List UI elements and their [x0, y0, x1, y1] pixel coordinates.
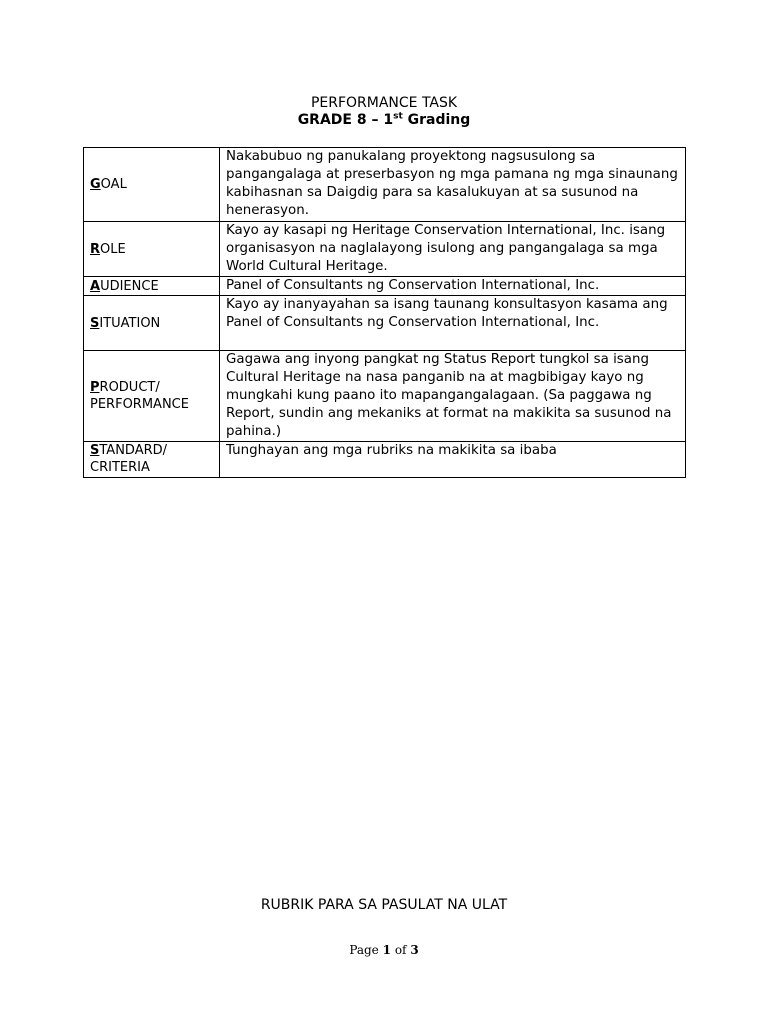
standard-description: Tunghayan ang mga rubriks na makikita sa ibaba — [220, 442, 686, 478]
table-row-audience — [84, 277, 686, 296]
goal-label — [84, 148, 220, 222]
table-row-standard — [84, 442, 686, 478]
role-description: Kayo ay kasapi ng Heritage Conservation International, Inc. isang organisasyon na naglalayong isulong ang pangangalaga sa mga World Cultural Heritage. — [220, 222, 686, 277]
goal-lead-letter: G — [90, 177, 101, 192]
role-label-rest: OLE — [100, 241, 126, 257]
product-description: Gagawa ang inyong pangkat ng Status Report tungkol sa isang Cultural Heritage na nasa panganib na at magbibigay kayo ng mungkahi kung paano ito mapangangalagaan. (Sa paggawa ng Report, sundin ang mekaniks at format na makikita sa susunod na pahina.) — [220, 351, 686, 442]
audience-lead-letter: A — [90, 278, 101, 294]
table-row-goal — [84, 148, 686, 222]
subtitle-suffix: Grading — [402, 112, 471, 128]
situation-lead-letter: S — [90, 315, 100, 331]
footer-of-word: of — [394, 943, 407, 957]
product-label — [84, 351, 220, 442]
footer-total-pages: 3 — [410, 943, 419, 957]
situation-description: Kayo ay inanyayahan sa isang taunang konsultasyon kasama ang Panel of Consultants ng Conservation International, Inc. — [220, 296, 686, 351]
goal-description: Nakabubuo ng panukalang proyektong nagsusulong sa pangangalaga at preserbasyon ng mga pamana ng mga sinaunang kabihasnan sa Daigdig para sa kasalukuyan at sa susunod na henerasyon. — [220, 148, 686, 222]
table-row-situation — [84, 296, 686, 351]
audience-description: Panel of Consultants ng Conservation International, Inc. — [220, 277, 686, 296]
audience-label — [84, 277, 220, 296]
table-row-role — [84, 222, 686, 277]
role-label — [84, 222, 220, 277]
footer-current-page: 1 — [382, 943, 391, 957]
situation-label-rest: ITUATION — [99, 315, 161, 331]
page-footer — [0, 942, 768, 958]
audience-label-rest: UDIENCE — [100, 278, 159, 294]
standard-lead-letter: S — [90, 443, 100, 458]
subtitle-prefix: GRADE 8 – 1 — [297, 112, 394, 128]
table-row-product — [84, 351, 686, 442]
rubric-heading: RUBRIK PARA SA PASULAT NA ULAT — [260, 897, 508, 913]
standard-label — [84, 442, 220, 478]
document-subtitle — [0, 111, 768, 129]
goal-label-rest: OAL — [100, 177, 127, 192]
product-label-rest: RODUCT/ PERFORMANCE — [90, 380, 189, 412]
document-title: PERFORMANCE TASK — [310, 95, 458, 111]
grasps-table — [83, 147, 686, 478]
product-lead-letter: P — [90, 380, 100, 395]
subtitle-superscript: st — [393, 111, 403, 122]
standard-label-rest: TANDARD/ CRITERIA — [90, 443, 168, 475]
situation-label — [84, 296, 220, 351]
role-lead-letter: R — [90, 241, 101, 257]
footer-page-word: Page — [349, 943, 379, 957]
